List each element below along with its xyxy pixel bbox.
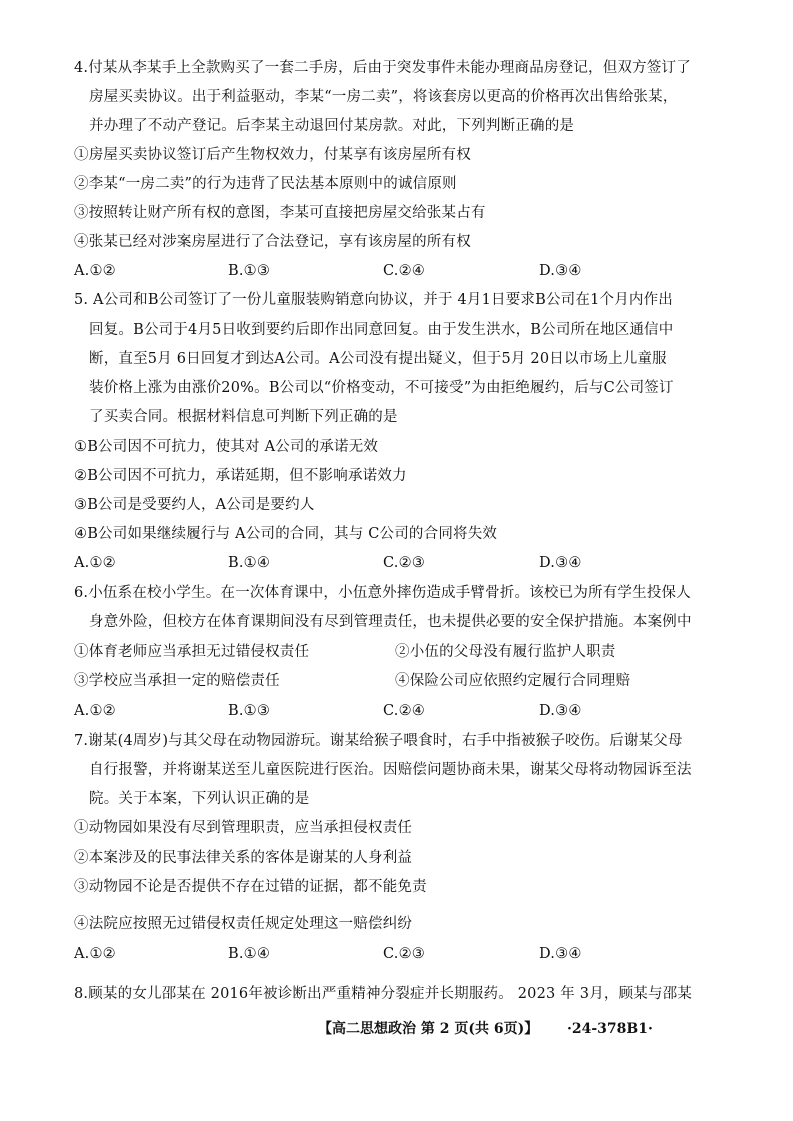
- choice-b: B.①④: [228, 555, 271, 571]
- footer-code: ·24-378B1·: [567, 1021, 653, 1037]
- question-4-option-4: ④张某已经对涉案房屋进行了合法登记，享有该房屋的所有权: [74, 234, 471, 250]
- question-6-option-4: ④保险公司应依照约定履行合同理赔: [395, 673, 631, 689]
- choice-c: C.②④: [383, 263, 425, 279]
- choice-b: B.①④: [228, 946, 271, 962]
- choice-a: A.①②: [74, 263, 116, 279]
- question-4-choices: [74, 261, 714, 281]
- question-6-option-3: ③学校应当承担一定的赔偿责任: [74, 673, 280, 689]
- question-4-stem-line-1: 4.付某从李某手上全款购买了一套二手房，后由于突发事件未能办理商品房登记，但双方签订了: [74, 60, 691, 76]
- choice-b: B.①③: [228, 703, 271, 719]
- question-4-option-1: ①房屋买卖协议签订后产生物权效力，付某享有该房屋所有权: [74, 147, 471, 163]
- choice-a: A.①②: [74, 703, 116, 719]
- question-7-choices: [74, 944, 714, 964]
- question-7-option-1: ①动物园如果没有尽到管理职责，应当承担侵权责任: [74, 820, 413, 836]
- question-5-option-3: ③B公司是受要约人，A公司是要约人: [74, 497, 315, 513]
- choice-d: D.③④: [539, 946, 582, 962]
- choice-c: C.②③: [383, 555, 425, 571]
- question-8-stem-line-1: 8.顾某的女儿邵某在 2016年被诊断出严重精神分裂症并长期服药。 2023 年 3月，顾某与邵某: [74, 986, 693, 1002]
- question-6-option-2: ②小伍的父母没有履行监护人职责: [395, 644, 616, 660]
- question-7-option-4: ④法院应按照无过错侵权责任规定处理这一赔偿纠纷: [74, 916, 413, 932]
- question-5-option-4: ④B公司如果继续履行与 A公司的合同，其与 C公司的合同将失效: [74, 526, 498, 542]
- question-5-stem-line-5: 了买卖合同。根据材料信息可判断下列正确的是: [89, 409, 398, 425]
- question-6-choices: [74, 701, 714, 721]
- question-5-option-1: ①B公司因不可抗力，使其对 A公司的承诺无效: [74, 439, 379, 455]
- question-4-option-3: ③按照转让财产所有权的意图，李某可直接把房屋交给张某占有: [74, 205, 486, 221]
- question-7-option-2: ②本案涉及的民事法律关系的客体是谢某的人身利益: [74, 850, 413, 866]
- question-7-stem-line-3: 院。关于本案，下列认识正确的是: [89, 791, 310, 807]
- question-5-stem-line-3: 断，直至5月 6日回复才到达A公司。A公司没有提出疑义，但于5月 20日以市场上儿童服: [89, 351, 667, 367]
- question-7-stem-line-1: 7.谢某(4周岁)与其父母在动物园游玩。谢某给猴子喂食时，右手中指被猴子咬伤。后谢某父母: [74, 733, 683, 749]
- question-5-option-2: ②B公司因不可抗力，承诺延期，但不影响承诺效力: [74, 468, 407, 484]
- choice-d: D.③④: [539, 703, 582, 719]
- choice-c: C.②④: [383, 703, 425, 719]
- question-6-option-1: ①体育老师应当承担无过错侵权责任: [74, 644, 310, 660]
- question-7-stem-line-2: 自行报警，并将谢某送至儿童医院进行医治。因赔偿问题协商未果，谢某父母将动物园诉至法: [89, 762, 692, 778]
- question-4-option-2: ②李某“一房二卖”的行为违背了民法基本原则中的诚信原则: [74, 176, 457, 192]
- question-5-stem-line-1: 5. A公司和B公司签订了一份儿童服装购销意向协议，并于 4月1日要求B公司在1个月内作出: [74, 292, 674, 308]
- question-6-stem-line-2: 身意外险，但校方在体育课期间没有尽到管理责任，也未提供必要的安全保护措施。本案例中: [89, 614, 692, 630]
- choice-b: B.①③: [228, 263, 271, 279]
- question-4-stem-line-3: 并办理了不动产登记。后李某主动退回付某房款。对此，下列判断正确的是: [89, 118, 575, 134]
- choice-d: D.③④: [539, 555, 582, 571]
- question-5-stem-line-4: 装价格上涨为由涨价20%。B公司以“价格变动，不可接受”为由拒绝履约，后与C公司签订: [89, 380, 674, 396]
- question-4-stem-line-2: 房屋买卖协议。出于利益驱动，李某“一房二卖”，将该套房以更高的价格再次出售给张某，: [89, 89, 678, 105]
- question-6-stem-line-1: 6.小伍系在校小学生。在一次体育课中，小伍意外摔伤造成手臂骨折。该校已为所有学生投保人: [74, 585, 691, 601]
- choice-a: A.①②: [74, 555, 116, 571]
- footer-title: 【高二思想政治 第 2 页(共 6页)】: [318, 1021, 539, 1037]
- choice-c: C.②③: [383, 946, 425, 962]
- question-5-stem-line-2: 回复。B公司于4月5日收到要约后即作出同意回复。由于发生洪水，B公司所在地区通信中: [89, 322, 674, 338]
- choice-d: D.③④: [539, 263, 582, 279]
- question-7-option-3: ③动物园不论是否提供不存在过错的证据，都不能免责: [74, 879, 427, 895]
- choice-a: A.①②: [74, 946, 116, 962]
- question-5-choices: [74, 553, 714, 573]
